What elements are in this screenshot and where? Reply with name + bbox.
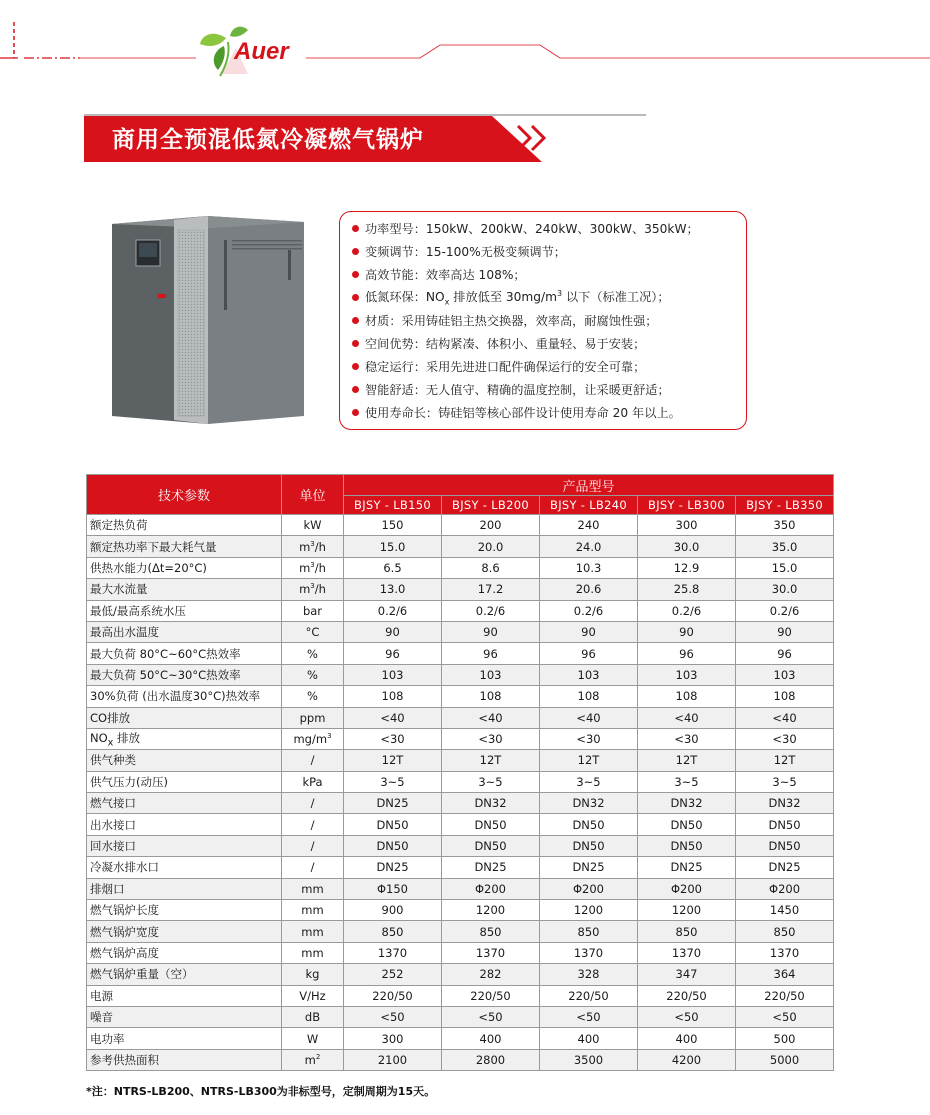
value-cell: 90 <box>442 621 540 642</box>
value-cell: 400 <box>638 1028 736 1049</box>
value-cell: <50 <box>540 1006 638 1027</box>
table-row <box>87 900 834 921</box>
table-row <box>87 1049 834 1070</box>
header-decoration <box>0 0 930 80</box>
value-cell: 500 <box>736 1028 834 1049</box>
feature-text: 功率型号：150kW、200kW、240kW、300kW、350kW； <box>365 222 699 236</box>
param-cell: CO排放 <box>87 707 282 728</box>
feature-text: 低氮环保：$NO_x$ 排放低至 $30mg/m^3$ 以下（标准工况）； <box>365 289 670 307</box>
param-cell: 最大负荷 50°C~30°C热效率 <box>87 664 282 685</box>
value-cell: 103 <box>540 664 638 685</box>
value-cell: 220/50 <box>442 985 540 1006</box>
value-cell: <50 <box>344 1006 442 1027</box>
value-cell: 0.2/6 <box>540 600 638 621</box>
table-row <box>87 878 834 899</box>
param-cell: $NO_x$ 排放 <box>87 728 282 749</box>
feature-item <box>352 217 746 240</box>
value-cell: <30 <box>540 728 638 749</box>
unit-cell: / <box>282 835 344 856</box>
table-row <box>87 515 834 536</box>
param-cell: 额定热负荷 <box>87 515 282 536</box>
value-cell: 103 <box>442 664 540 685</box>
bullet-icon <box>352 225 359 232</box>
value-cell: 90 <box>344 621 442 642</box>
table-row <box>87 750 834 771</box>
value-cell: 1370 <box>638 942 736 963</box>
param-cell: 最大水流量 <box>87 579 282 600</box>
unit-cell: mm <box>282 878 344 899</box>
table-row <box>87 835 834 856</box>
value-cell: Φ200 <box>736 878 834 899</box>
bullet-icon <box>352 294 359 301</box>
value-cell: 90 <box>540 621 638 642</box>
value-cell: <30 <box>736 728 834 749</box>
double-chevron-icon <box>514 122 554 154</box>
value-cell: 15.0 <box>344 536 442 557</box>
unit-cell: kg <box>282 964 344 985</box>
value-cell: 12T <box>442 750 540 771</box>
value-cell: 300 <box>638 515 736 536</box>
value-cell: <40 <box>736 707 834 728</box>
value-cell: DN25 <box>344 857 442 878</box>
table-row <box>87 814 834 835</box>
value-cell: 1200 <box>540 900 638 921</box>
table-row <box>87 793 834 814</box>
param-cell: 燃气锅炉长度 <box>87 900 282 921</box>
param-cell: 排烟口 <box>87 878 282 899</box>
feature-item <box>352 240 746 263</box>
param-cell: 燃气锅炉宽度 <box>87 921 282 942</box>
value-cell: 5000 <box>736 1049 834 1070</box>
value-cell: 0.2/6 <box>442 600 540 621</box>
table-row <box>87 921 834 942</box>
header-model: BJSY - LB240 <box>540 496 638 515</box>
feature-item <box>352 286 746 309</box>
unit-cell: W <box>282 1028 344 1049</box>
unit-cell: $m^3/h$ <box>282 536 344 557</box>
value-cell: DN50 <box>736 835 834 856</box>
value-cell: 282 <box>442 964 540 985</box>
table-row <box>87 664 834 685</box>
feature-item <box>352 401 746 424</box>
unit-cell: % <box>282 664 344 685</box>
feature-item <box>352 378 746 401</box>
table-row <box>87 686 834 707</box>
value-cell: 850 <box>442 921 540 942</box>
value-cell: 0.2/6 <box>736 600 834 621</box>
unit-cell: kW <box>282 515 344 536</box>
param-cell: 最大负荷 80°C~60°C热效率 <box>87 643 282 664</box>
value-cell: DN32 <box>540 793 638 814</box>
param-cell: 电功率 <box>87 1028 282 1049</box>
value-cell: 90 <box>638 621 736 642</box>
header-model-group: 产品型号 <box>344 475 834 496</box>
value-cell: 3~5 <box>736 771 834 792</box>
param-cell: 供热水能力(Δt=20°C) <box>87 557 282 578</box>
footnote: *注：NTRS-LB200、NTRS-LB300为非标型号，定制周期为15天。 <box>86 1085 436 1098</box>
param-cell: 30%负荷 (出水温度30°C)热效率 <box>87 686 282 707</box>
value-cell: 3~5 <box>540 771 638 792</box>
param-cell: 最低/最高系统水压 <box>87 600 282 621</box>
page-title: 商用全预混低氮冷凝燃气锅炉 <box>112 127 424 153</box>
feature-text: 高效节能：效率高达 108%； <box>365 268 526 282</box>
value-cell: 12T <box>638 750 736 771</box>
header-model: BJSY - LB150 <box>344 496 442 515</box>
unit-cell: V/Hz <box>282 985 344 1006</box>
unit-cell: $m^3/h$ <box>282 557 344 578</box>
value-cell: 90 <box>736 621 834 642</box>
unit-cell: / <box>282 750 344 771</box>
param-cell: 最高出水温度 <box>87 621 282 642</box>
unit-cell: mm <box>282 900 344 921</box>
feature-text: 智能舒适：无人值守、精确的温度控制，让采暖更舒适； <box>365 383 670 397</box>
unit-cell: / <box>282 857 344 878</box>
table-row <box>87 1028 834 1049</box>
value-cell: 17.2 <box>442 579 540 600</box>
value-cell: 15.0 <box>736 557 834 578</box>
table-row <box>87 707 834 728</box>
param-cell: 供气种类 <box>87 750 282 771</box>
value-cell: DN50 <box>638 835 736 856</box>
value-cell: DN32 <box>442 793 540 814</box>
value-cell: 1200 <box>442 900 540 921</box>
table-row <box>87 942 834 963</box>
value-cell: 108 <box>442 686 540 707</box>
param-cell: 额定热功率下最大耗气量 <box>87 536 282 557</box>
value-cell: 0.2/6 <box>344 600 442 621</box>
value-cell: 30.0 <box>638 536 736 557</box>
value-cell: DN50 <box>638 814 736 835</box>
table-row <box>87 964 834 985</box>
value-cell: <30 <box>344 728 442 749</box>
value-cell: 1450 <box>736 900 834 921</box>
value-cell: DN50 <box>442 835 540 856</box>
param-cell: 冷凝水排水口 <box>87 857 282 878</box>
value-cell: 20.0 <box>442 536 540 557</box>
value-cell: 24.0 <box>540 536 638 557</box>
bullet-icon <box>352 248 359 255</box>
feature-text: 材质：采用铸硅铝主热交换器，效率高，耐腐蚀性强； <box>365 314 658 328</box>
value-cell: 96 <box>638 643 736 664</box>
feature-item <box>352 263 746 286</box>
value-cell: DN50 <box>540 835 638 856</box>
table-row <box>87 643 834 664</box>
value-cell: 220/50 <box>540 985 638 1006</box>
table-row <box>87 621 834 642</box>
value-cell: 220/50 <box>638 985 736 1006</box>
value-cell: 200 <box>442 515 540 536</box>
bullet-icon <box>352 317 359 324</box>
value-cell: <40 <box>344 707 442 728</box>
unit-cell: $mg/m^3$ <box>282 728 344 749</box>
value-cell: 20.6 <box>540 579 638 600</box>
feature-item <box>352 332 746 355</box>
bullet-icon <box>352 271 359 278</box>
value-cell: <30 <box>442 728 540 749</box>
value-cell: DN50 <box>344 814 442 835</box>
value-cell: 850 <box>736 921 834 942</box>
value-cell: 400 <box>540 1028 638 1049</box>
value-cell: DN25 <box>442 857 540 878</box>
value-cell: <40 <box>638 707 736 728</box>
header-param: 技术参数 <box>87 475 282 515</box>
unit-cell: $m^3/h$ <box>282 579 344 600</box>
param-cell: 参考供热面积 <box>87 1049 282 1070</box>
table-row <box>87 600 834 621</box>
value-cell: 108 <box>736 686 834 707</box>
value-cell: 108 <box>638 686 736 707</box>
value-cell: 96 <box>540 643 638 664</box>
value-cell: 3~5 <box>344 771 442 792</box>
value-cell: 0.2/6 <box>638 600 736 621</box>
value-cell: DN50 <box>344 835 442 856</box>
table-row <box>87 579 834 600</box>
value-cell: 400 <box>442 1028 540 1049</box>
title-banner <box>84 114 646 162</box>
table-row <box>87 1006 834 1027</box>
feature-item <box>352 309 746 332</box>
value-cell: <50 <box>736 1006 834 1027</box>
feature-text: 空间优势：结构紧凑、体积小、重量轻、易于安装； <box>365 337 646 351</box>
value-cell: 150 <box>344 515 442 536</box>
unit-cell: $m^2$ <box>282 1049 344 1070</box>
unit-cell: mm <box>282 921 344 942</box>
value-cell: 1370 <box>344 942 442 963</box>
feature-item <box>352 355 746 378</box>
spec-table-body <box>87 515 834 1071</box>
value-cell: DN50 <box>442 814 540 835</box>
unit-cell: dB <box>282 1006 344 1027</box>
value-cell: DN25 <box>540 857 638 878</box>
header-model: BJSY - LB300 <box>638 496 736 515</box>
value-cell: 6.5 <box>344 557 442 578</box>
value-cell: 1200 <box>638 900 736 921</box>
value-cell: 12.9 <box>638 557 736 578</box>
value-cell: 347 <box>638 964 736 985</box>
unit-cell: / <box>282 793 344 814</box>
unit-cell: kPa <box>282 771 344 792</box>
value-cell: 240 <box>540 515 638 536</box>
bullet-icon <box>352 386 359 393</box>
value-cell: 108 <box>344 686 442 707</box>
value-cell: 220/50 <box>736 985 834 1006</box>
feature-text: 使用寿命长：铸硅铝等核心部件设计使用寿命 20 年以上。 <box>365 406 681 420</box>
value-cell: DN25 <box>344 793 442 814</box>
value-cell: 10.3 <box>540 557 638 578</box>
value-cell: 2100 <box>344 1049 442 1070</box>
value-cell: 850 <box>344 921 442 942</box>
brand-name: Auer <box>234 38 289 65</box>
value-cell: 328 <box>540 964 638 985</box>
boiler-product-image <box>112 210 312 430</box>
param-cell: 回水接口 <box>87 835 282 856</box>
value-cell: 8.6 <box>442 557 540 578</box>
value-cell: <40 <box>442 707 540 728</box>
value-cell: 4200 <box>638 1049 736 1070</box>
param-cell: 出水接口 <box>87 814 282 835</box>
value-cell: 96 <box>442 643 540 664</box>
value-cell: 900 <box>344 900 442 921</box>
value-cell: 103 <box>736 664 834 685</box>
unit-cell: °C <box>282 621 344 642</box>
bullet-icon <box>352 363 359 370</box>
value-cell: 220/50 <box>344 985 442 1006</box>
value-cell: 252 <box>344 964 442 985</box>
value-cell: 1370 <box>736 942 834 963</box>
bullet-icon <box>352 340 359 347</box>
unit-cell: mm <box>282 942 344 963</box>
param-cell: 燃气锅炉重量（空） <box>87 964 282 985</box>
value-cell: Φ200 <box>638 878 736 899</box>
value-cell: 3500 <box>540 1049 638 1070</box>
value-cell: 35.0 <box>736 536 834 557</box>
value-cell: <30 <box>638 728 736 749</box>
value-cell: 12T <box>540 750 638 771</box>
feature-list <box>339 211 747 430</box>
value-cell: 1370 <box>442 942 540 963</box>
value-cell: 108 <box>540 686 638 707</box>
value-cell: DN32 <box>638 793 736 814</box>
value-cell: DN32 <box>736 793 834 814</box>
value-cell: DN50 <box>736 814 834 835</box>
value-cell: DN25 <box>638 857 736 878</box>
feature-text: 变频调节：15-100%无极变频调节； <box>365 245 566 259</box>
table-row <box>87 771 834 792</box>
value-cell: Φ200 <box>442 878 540 899</box>
value-cell: DN25 <box>736 857 834 878</box>
table-row <box>87 557 834 578</box>
value-cell: Φ200 <box>540 878 638 899</box>
header-model: BJSY - LB200 <box>442 496 540 515</box>
table-row <box>87 728 834 749</box>
value-cell: 3~5 <box>442 771 540 792</box>
unit-cell: ppm <box>282 707 344 728</box>
param-cell: 电源 <box>87 985 282 1006</box>
value-cell: 1370 <box>540 942 638 963</box>
value-cell: 25.8 <box>638 579 736 600</box>
spec-table <box>86 474 834 1071</box>
value-cell: <50 <box>442 1006 540 1027</box>
feature-text: 稳定运行：采用先进进口配件确保运行的安全可靠； <box>365 360 646 374</box>
value-cell: <40 <box>540 707 638 728</box>
value-cell: Φ150 <box>344 878 442 899</box>
value-cell: 3~5 <box>638 771 736 792</box>
header-model: BJSY - LB350 <box>736 496 834 515</box>
value-cell: DN50 <box>540 814 638 835</box>
table-row <box>87 985 834 1006</box>
value-cell: 350 <box>736 515 834 536</box>
bullet-icon <box>352 409 359 416</box>
value-cell: 2800 <box>442 1049 540 1070</box>
value-cell: 13.0 <box>344 579 442 600</box>
value-cell: 96 <box>736 643 834 664</box>
value-cell: 96 <box>344 643 442 664</box>
unit-cell: % <box>282 643 344 664</box>
value-cell: 103 <box>344 664 442 685</box>
value-cell: 850 <box>540 921 638 942</box>
table-row <box>87 857 834 878</box>
param-cell: 燃气锅炉高度 <box>87 942 282 963</box>
value-cell: 12T <box>344 750 442 771</box>
unit-cell: % <box>282 686 344 707</box>
value-cell: 103 <box>638 664 736 685</box>
unit-cell: / <box>282 814 344 835</box>
table-row <box>87 536 834 557</box>
value-cell: 30.0 <box>736 579 834 600</box>
value-cell: <50 <box>638 1006 736 1027</box>
value-cell: 364 <box>736 964 834 985</box>
value-cell: 12T <box>736 750 834 771</box>
param-cell: 燃气接口 <box>87 793 282 814</box>
param-cell: 噪音 <box>87 1006 282 1027</box>
param-cell: 供气压力(动压) <box>87 771 282 792</box>
header-unit: 单位 <box>282 475 344 515</box>
value-cell: 850 <box>638 921 736 942</box>
value-cell: 300 <box>344 1028 442 1049</box>
unit-cell: bar <box>282 600 344 621</box>
